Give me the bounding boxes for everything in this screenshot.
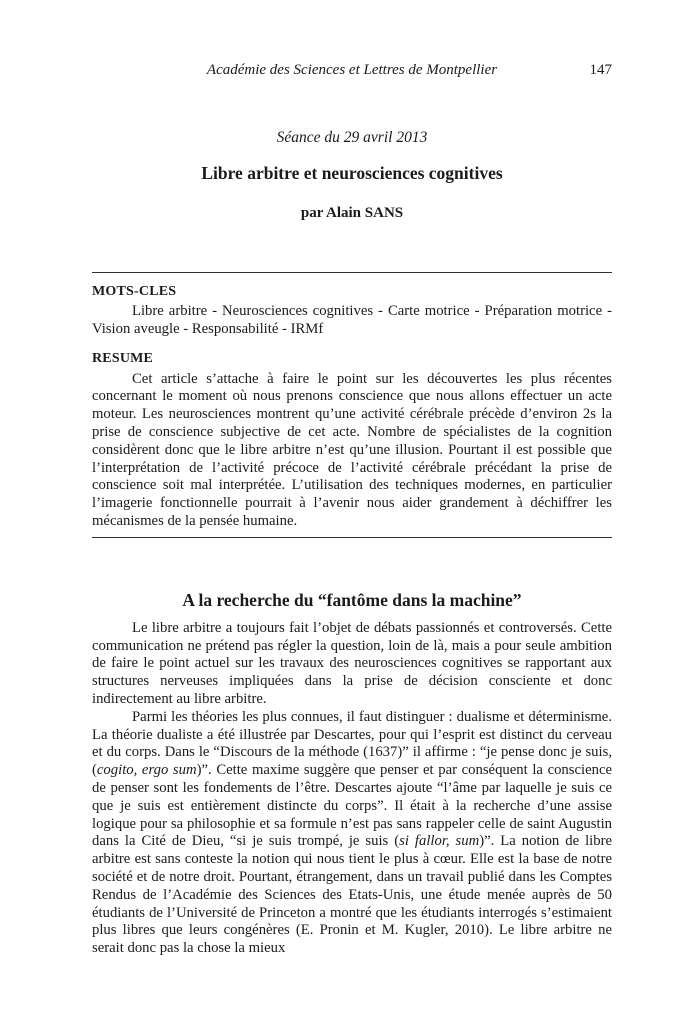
section-paragraph-2 xyxy=(92,709,612,958)
paragraph-2-part-2: )”. Cette maxime suggère que penser et par conséquent la conscience de penser sont les fondements de l’être. Descartes ajoute “l’âme par laquelle je suis ce que je suis est entièrement distincte du corps”. Il était à la recherche d’une assise logique pour sa philosophie et sa formule n’est pas sans rappeler celle de saint Augustin dans la Cité de Dieu, “si je suis trompé, je suis ( xyxy=(92,762,612,850)
keywords-heading: MOTS-CLES xyxy=(92,284,177,299)
abstract-heading: RESUME xyxy=(92,350,154,366)
paragraph-2-part-3: )”. La notion de libre arbitre est sans conteste la notion qui nous tient le plus à cœur. Elle est la base de notre société et de notre droit. Pourtant, étrangement, dans un travail publié dans les Comptes Rendus de l’Académie des Sciences des Etats-Unis, une étude menée auprès de 50 étudiants de l’Université de Princeton a montré que les étudiants interrogés s’estimaient plus libres que leurs congénères (E. Pronin et M. Kugler, 2010). Le libre arbitre ne serait donc pas la chose la mieux xyxy=(92,833,612,957)
article-title: Libre arbitre et neurosciences cognitives xyxy=(201,163,503,183)
bottom-rule xyxy=(92,537,612,538)
section-heading: A la recherche du “fantôme dans la machine” xyxy=(182,589,522,610)
section-paragraph-1: Le libre arbitre a toujours fait l’objet de débats passionnés et controversés. Cette communication ne prétend pas régler la question, loin de là, mais a pour seule ambition de faire le point actuel sur les travaux des neurosciences cognitives se rapportant aux structures nerveuses impliquées dans la prise de décision consciente et donc indirectement au libre arbitre. xyxy=(92,619,612,707)
keywords-text: Libre arbitre - Neurosciences cognitives - Carte motrice - Préparation motrice - Vision aveugle - Responsabilité - IRMf xyxy=(92,303,612,337)
journal-name: Académie des Sciences et Lettres de Montpellier xyxy=(206,62,498,78)
session-date: Séance du 29 avril 2013 xyxy=(276,129,428,146)
paragraph-2-part-1: Parmi les théories les plus connues, il faut distinguer : dualisme et déterminisme. La théorie dualiste a été illustrée par Descartes, pour qui l’esprit est distinct du cerveau et du corps. Dans le “Discours de la méthode (1637)” il affirme : “je pense donc je suis, ( xyxy=(92,708,612,779)
page-number: 147 xyxy=(589,62,612,78)
top-rule xyxy=(92,272,612,273)
author-byline: par Alain SANS xyxy=(300,205,404,221)
latin-phrase-si-fallor: si fallor, sum xyxy=(399,833,480,850)
running-head xyxy=(92,61,612,79)
abstract-text: Cet article s’attache à faire le point sur les découvertes les plus récentes concernant le moment où nous prenons conscience que nous allons effectuer un acte moteur. Les neurosciences montrent qu’une activité cérébrale précède d’environ 2s la prise de conscience subjective de cet acte. Nombre de spécialistes de la cognition considèrent donc que le libre arbitre n’est qu’une illusion. Pourtant il est possible que l’interprétation de l’activité précoce de l’activité cérébrale précédant la prise de conscience soit mal interprétée. L’utilisation des techniques modernes, en particulier l’imagerie fonctionnelle pourrait à l’avenir nous aider grandement à déchiffrer les mécanismes de la pensée humaine. xyxy=(92,370,612,529)
latin-phrase-cogito: cogito, ergo sum xyxy=(96,762,197,779)
